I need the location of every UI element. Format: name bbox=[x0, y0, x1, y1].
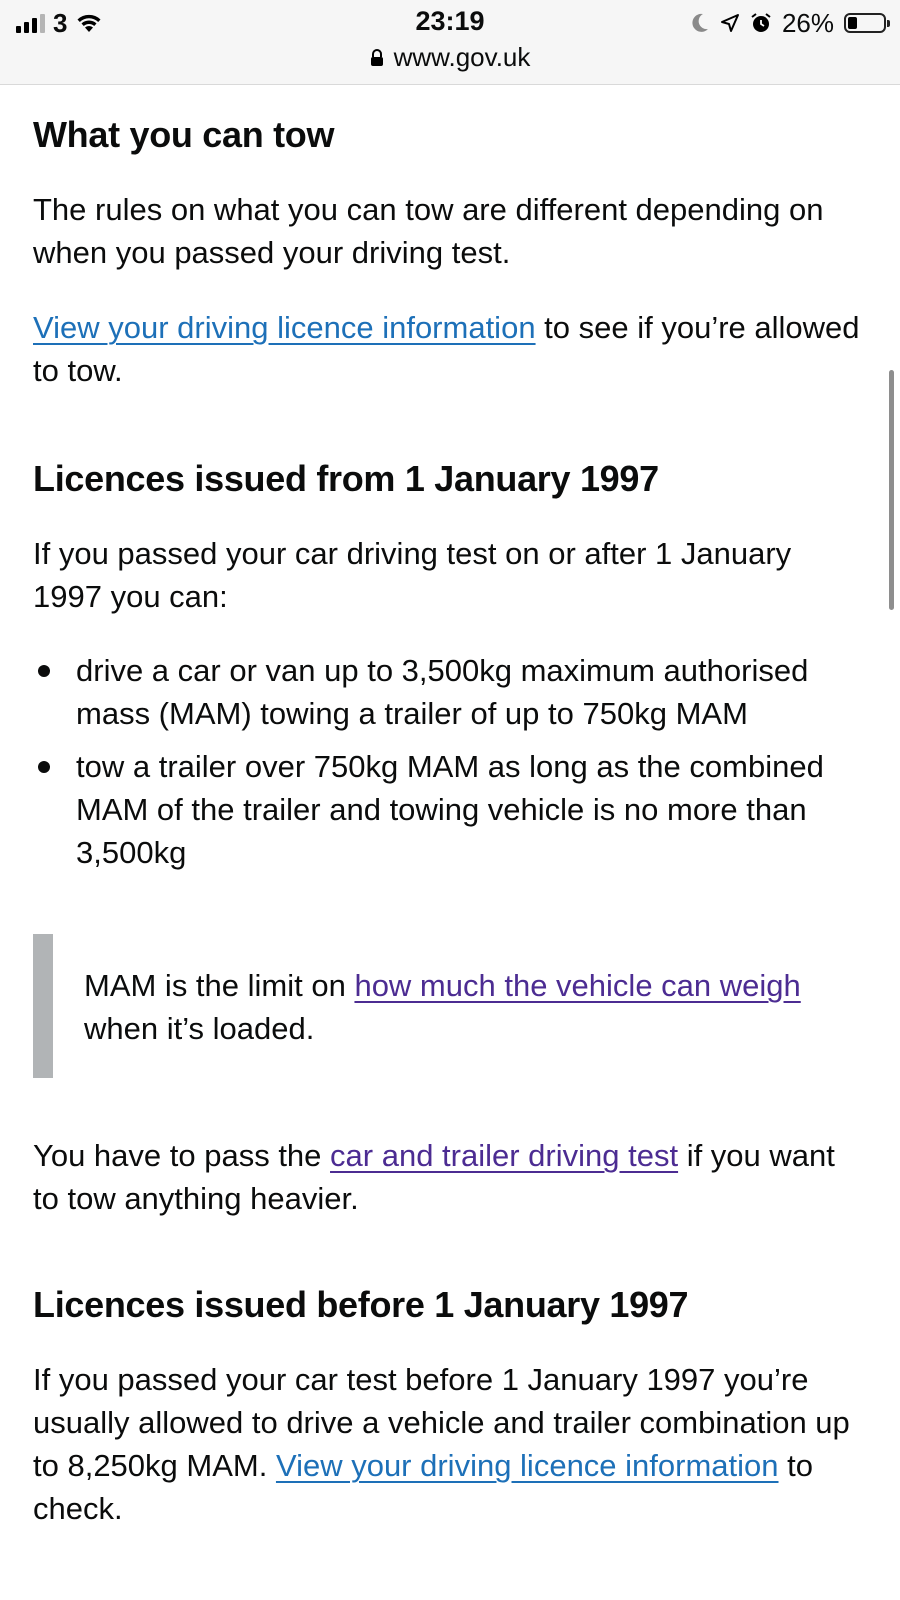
intro-paragraph: The rules on what you can tow are different depending on when you passed your driving test. bbox=[33, 192, 824, 270]
battery-icon bbox=[844, 13, 886, 33]
heading-licences-before-1997: Licences issued before 1 January 1997 bbox=[33, 1284, 689, 1325]
moon-icon bbox=[690, 12, 710, 34]
from-1997-intro: If you passed your car driving test on or after 1 January 1997 you can: bbox=[33, 536, 792, 614]
inset-paragraph bbox=[84, 964, 863, 1050]
trailer-test-prefix: You have to pass the bbox=[33, 1138, 331, 1173]
licence-info-suffix: to see if you’re allowed to tow. bbox=[33, 310, 860, 388]
carrier-label: 3 bbox=[53, 7, 68, 38]
view-licence-info-link[interactable]: View your driving licence information bbox=[33, 310, 536, 345]
vehicle-weight-link[interactable]: how much the vehicle can weigh bbox=[354, 968, 801, 1003]
alarm-icon bbox=[750, 12, 772, 34]
status-bar bbox=[0, 0, 900, 85]
heading-what-you-can-tow: What you can tow bbox=[33, 114, 335, 155]
inset-suffix: when it’s loaded. bbox=[84, 1011, 315, 1046]
page-scrollbar[interactable] bbox=[889, 370, 894, 610]
car-and-trailer-test-link[interactable]: car and trailer driving test bbox=[330, 1138, 679, 1173]
battery-level-fill bbox=[848, 17, 857, 29]
towing-rules-list bbox=[33, 649, 863, 874]
view-licence-info-link-2[interactable]: View your driving licence information bbox=[275, 1448, 779, 1483]
inset-prefix: MAM is the limit on bbox=[84, 968, 355, 1003]
inset-text bbox=[33, 934, 863, 1078]
before-1997-suffix: to check. bbox=[33, 1448, 813, 1526]
trailer-test-suffix: if you want to tow anything heavier. bbox=[33, 1138, 835, 1216]
url-text: www.gov.uk bbox=[393, 42, 531, 72]
trailer-test-paragraph bbox=[33, 1134, 863, 1220]
battery-percent: 26% bbox=[781, 7, 834, 38]
list-item: drive a car or van up to 3,500kg maximum authorised mass (MAM) towing a trailer of up to 750kg MAM bbox=[33, 649, 863, 735]
main-content bbox=[33, 84, 863, 1530]
address-bar[interactable] bbox=[0, 42, 900, 73]
before-1997-paragraph bbox=[33, 1358, 863, 1530]
before-1997-text: If you passed your car test before 1 January 1997 you’re usually allowed to drive a vehicle and trailer combination up to 8,250kg MAM. bbox=[33, 1362, 850, 1483]
status-right bbox=[690, 8, 886, 38]
location-arrow-icon bbox=[720, 13, 740, 33]
lock-icon bbox=[370, 49, 384, 67]
list-item: tow a trailer over 750kg MAM as long as the combined MAM of the trailer and towing vehicle is no more than 3,500kg bbox=[33, 745, 863, 874]
heading-licences-from-1997: Licences issued from 1 January 1997 bbox=[33, 458, 659, 499]
licence-info-paragraph bbox=[33, 306, 863, 392]
clock: 23:19 bbox=[415, 6, 485, 36]
